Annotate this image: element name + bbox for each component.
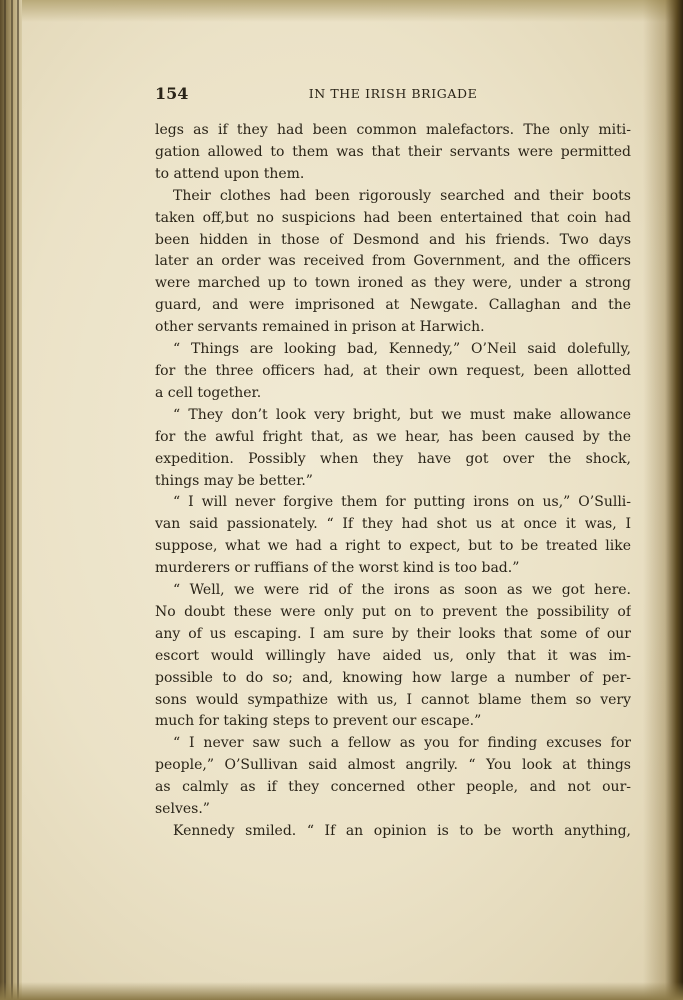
- page-bottom-shadow: [0, 982, 683, 1000]
- text-line: No doubt these were only put on to prevent the possibility of: [155, 603, 631, 620]
- text-line: murderers or ruffians of the worst kind is too bad.”: [155, 560, 520, 577]
- text-line: other servants remained in prison at Harwich.: [155, 319, 485, 336]
- text-line: for the awful fright that, as we hear, has been caused by the: [155, 428, 631, 445]
- text-line: as calmly as if they concerned other people, and not our-: [155, 779, 631, 796]
- page-header: [155, 84, 631, 106]
- text-line: escort would willingly have aided us, only that it was im-: [155, 647, 631, 664]
- text-line: a cell together.: [155, 384, 262, 401]
- book-binding: [0, 0, 22, 1000]
- text-line: were marched up to town ironed as they were, under a strong: [155, 275, 631, 292]
- text-line: Their clothes had been rigorously searched and their boots: [173, 187, 631, 204]
- text-line: “ Things are looking bad, Kennedy,” O’Neil said dolefully,: [173, 341, 631, 358]
- page-top-shadow: [0, 0, 683, 22]
- text-line: guard, and were imprisoned at Newgate. Callaghan and the: [155, 297, 631, 314]
- text-line: van said passionately. “ If they had shot us at once it was, I: [155, 516, 631, 533]
- text-line: sons would sympathize with us, I cannot blame them so very: [155, 691, 631, 708]
- text-line: “ They don’t look very bright, but we must make allowance: [173, 406, 631, 423]
- text-line: “ I never saw such a fellow as you for finding excuses for: [173, 735, 631, 752]
- text-line: things may be better.”: [155, 472, 313, 489]
- text-line: any of us escaping. I am sure by their looks that some of our: [155, 625, 631, 642]
- binding-line: [11, 0, 13, 1000]
- text-line: possible to do so; and, knowing how large a number of per-: [155, 669, 631, 686]
- text-line: “ Well, we were rid of the irons as soon as we got here.: [173, 582, 631, 599]
- text-line: “ I will never forgive them for putting irons on us,” O’Sulli-: [173, 494, 631, 511]
- text-line: selves.”: [155, 801, 210, 818]
- text-line: gation allowed to them was that their servants were permitted: [155, 143, 631, 160]
- text-line: for the three officers had, at their own request, been allotted: [155, 362, 631, 379]
- text-line: taken off,but no suspicions had been entertained that coin had: [155, 209, 631, 226]
- text-line: later an order was received from Government, and the officers: [155, 253, 631, 270]
- text-line: people,” O’Sullivan said almost angrily. “ You look at things: [155, 757, 631, 774]
- text-line: been hidden in those of Desmond and his friends. Two days: [155, 231, 631, 248]
- text-line: legs as if they had been common malefactors. The only miti-: [155, 122, 631, 138]
- page-right-edge-shadow: [643, 0, 683, 1000]
- binding-line: [17, 0, 19, 1000]
- binding-line: [4, 0, 6, 1000]
- page-number: 154: [155, 84, 189, 103]
- text-line: to attend upon them.: [155, 165, 305, 182]
- text-line: expedition. Possibly when they have got over the shock,: [155, 450, 631, 467]
- body-text: [155, 120, 631, 843]
- text-line: Kennedy smiled. “ If an opinion is to be worth anything,: [173, 823, 631, 839]
- text-line: much for taking steps to prevent our escape.”: [155, 713, 482, 730]
- running-head: IN THE IRISH BRIGADE: [308, 86, 478, 101]
- text-line: suppose, what we had a right to expect, but to be treated like: [155, 538, 631, 555]
